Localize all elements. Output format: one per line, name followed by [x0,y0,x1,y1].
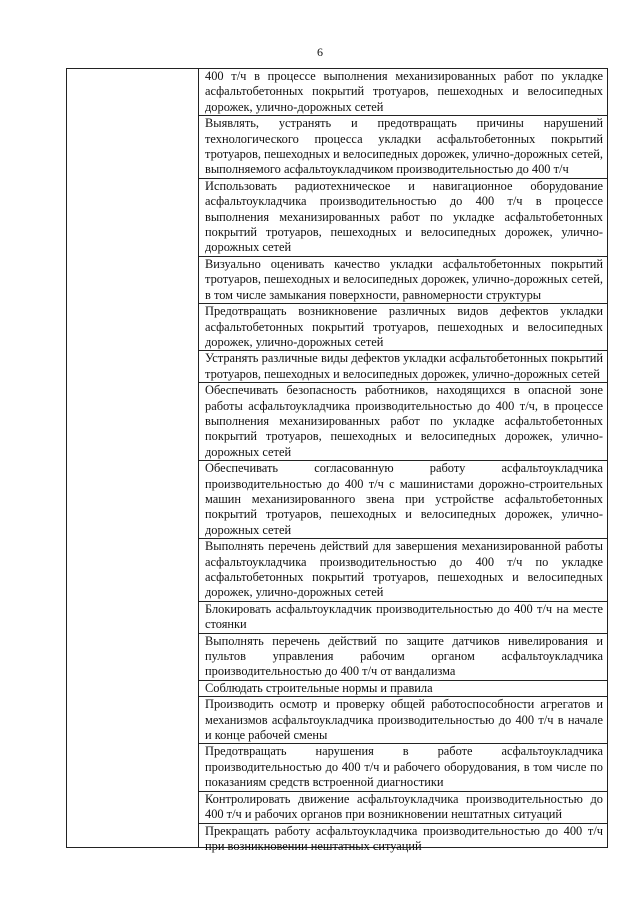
table-right-column [199,69,607,853]
table-row: Предотвращать возникновение различных видов дефектов укладки асфальтобетонных покрытий тротуаров, пешеходных и велосипедных дорожек, улично-дорожных сетей [199,304,607,351]
table-left-column [67,69,199,847]
table-row: Производить осмотр и проверку общей работоспособности агрегатов и механизмов асфальтоукладчика производительностью до 400 т/ч в начале и конце рабочей смены [199,697,607,744]
table-row: Выполнять перечень действий по защите датчиков нивелирования и пультов управления рабочим органом асфальтоукладчика производительностью до 400 т/ч от вандализма [199,634,607,681]
table-row: Визуально оценивать качество укладки асфальтобетонных покрытий тротуаров, пешеходных и велосипедных дорожек, улично-дорожных сетей, в том числе замыкания поверхности, равномерности структуры [199,257,607,304]
table-row: Обеспечивать согласованную работу асфальтоукладчика производительностью до 400 т/ч с машинистами дорожно-строительных машин механизированного звена при устройстве асфальтобетонных покрытий тротуаров, пешеходных и велосипедных дорожек, улично-дорожных сетей [199,461,607,539]
table-row: Выявлять, устранять и предотвращать причины нарушений технологического процесса укладки асфальтобетонных покрытий тротуаров, пешеходных и велосипедных дорожек, улично-дорожных сетей, выполняемого асфальтоукладчиком производительностью до 400 т/ч [199,116,607,179]
table-row: Устранять различные виды дефектов укладки асфальтобетонных покрытий тротуаров, пешеходных и велосипедных дорожек, улично-дорожных сетей [199,351,607,383]
table-row: Обеспечивать безопасность работников, находящихся в опасной зоне работы асфальтоукладчика производительностью до 400 т/ч, в процессе выполнения механизированных работ по укладке асфальтобетонных покрытий тротуаров, пешеходных и велосипедных дорожек, улично-дорожных сетей [199,383,607,461]
skills-table [66,68,608,853]
table-row: Соблюдать строительные нормы и правила [199,681,607,697]
table-row: Предотвращать нарушения в работе асфальтоукладчика производительностью до 400 т/ч и рабочего оборудования, в том числе по показаниям средств встроенной диагностики [199,744,607,791]
table-row: Прекращать работу асфальтоукладчика производительностью до 400 т/ч при возникновении нештатных ситуаций [205,823,603,853]
page-number: 6 [317,45,323,59]
table-row: 400 т/ч в процессе выполнения механизированных работ по укладке асфальтобетонных покрытий тротуаров, пешеходных и велосипедных дорожек, улично-дорожных сетей [199,69,607,116]
table-row: Контролировать движение асфальтоукладчика производительностью до 400 т/ч и рабочих органов при возникновении нештатных ситуаций [199,792,607,824]
table-row: Использовать радиотехническое и навигационное оборудование асфальтоукладчика производительностью до 400 т/ч в процессе выполнения механизированных работ по укладке асфальтобетонных покрытий тротуаров, пешеходных и велосипедных дорожек, улично-дорожных сетей [199,179,607,257]
table-row: Выполнять перечень действий для завершения механизированной работы асфальтоукладчика производительностью до 400 т/ч по укладке асфальтобетонных покрытий тротуаров, пешеходных и велосипедных дорожек, улично-дорожных сетей [199,539,607,602]
table-row: Блокировать асфальтоукладчик производительностью до 400 т/ч на месте стоянки [199,602,607,634]
